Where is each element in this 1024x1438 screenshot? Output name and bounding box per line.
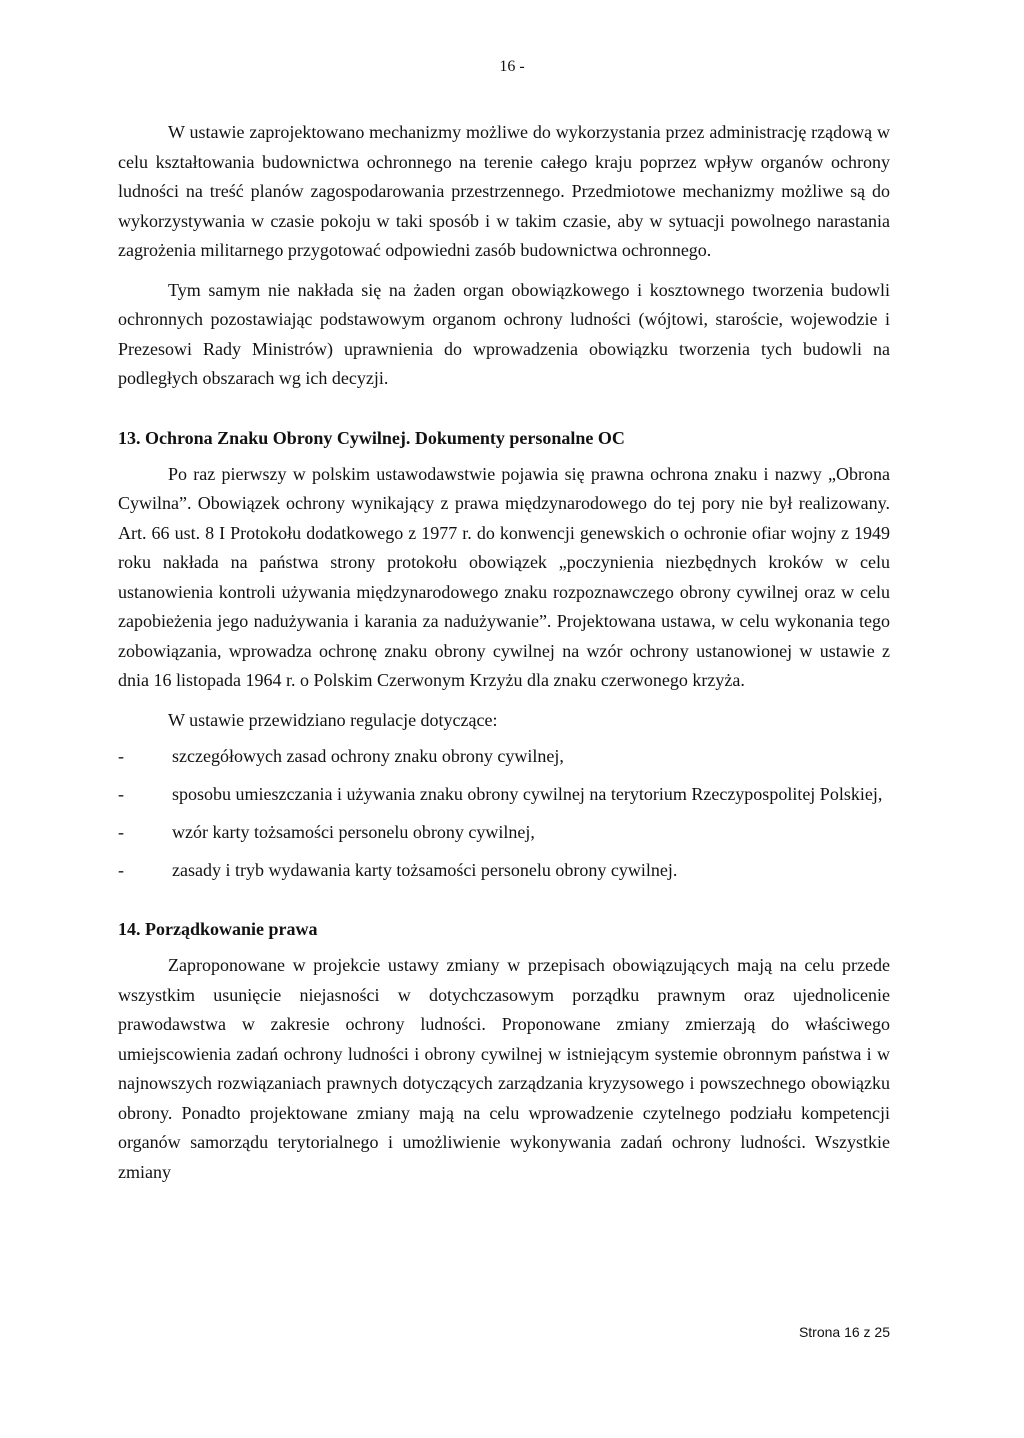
dash-marker: - (118, 746, 124, 766)
list-item-text: szczegółowych zasad ochrony znaku obrony cywilnej, (172, 746, 564, 766)
section-14-heading: 14. Porządkowanie prawa (118, 919, 318, 939)
section-13-paragraph: Po raz pierwszy w polskim ustawodawstwie pojawia się prawna ochrona znaku i nazwy „Obrona Cywilna”. Obowiązek ochrony wynikający z prawa międzynarodowego do tej pory nie był realizowany. Art. 66 ust. 8 I Protokołu dodatkowego z 1977 r. do konwencji genewskich o ochronie ofiar wojny z 1949 roku nakłada na państwa strony protokołu obowiązek „poczynienia niezbędnych kroków w celu ustanowienia kontroli używania międzynarodowego znaku rozpoznawczego obrony cywilnej oraz w celu zapobieżenia jego nadużywania i karania za nadużywanie”. Projektowana ustawa, w celu wykonania tego zobowiązania, wprowadza ochronę znaku obrony cywilnej na wzór ochrony ustanowionej w ustawie z dnia 16 listopada 1964 r. o Polskim Czerwonym Krzyżu dla znaku czerwonego krzyża. (118, 463, 890, 690)
list-item (118, 741, 890, 771)
list-item-text: zasady i tryb wydawania karty tożsamości personelu obrony cywilnej. (172, 860, 678, 880)
section-14-paragraph: Zaproponowane w projekcie ustawy zmiany w przepisach obowiązujących mają na celu przede wszystkim usunięcie niejasności w dotychczasowym porządku prawnym oraz ujednolicenie prawodawstwa w zakresie ochrony ludności. Proponowane zmiany zmierzają do właściwego umiejscowienia zadań ochrony ludności i obrony cywilnej w istniejącym systemie obronnym państwa i w najnowszych rozwiązaniach prawnych dotyczących zarządzania kryzysowego i powszechnego obowiązku obrony. Ponadto projektowane zmiany mają na celu wprowadzenie czytelnego podziału kompetencji organów samorządu terytorialnego i umożliwienie wykonywania zadań ochrony ludności. Wszystkie zmiany (118, 955, 890, 1182)
dash-marker: - (118, 860, 124, 880)
dash-marker: - (118, 784, 124, 804)
page-footer: Strona 16 z 25 (798, 1324, 890, 1340)
list-item (118, 817, 890, 847)
intro-paragraph-1: W ustawie zaprojektowano mechanizmy możliwe do wykorzystania przez administrację rządową w celu kształtowania budownictwa ochronnego na terenie całego kraju poprzez wpływ organów ochrony ludności na treść planów zagospodarowania przestrzennego. Przedmiotowe mechanizmy możliwe są do wykorzystywania w czasie pokoju w taki sposób i w takim czasie, aby w sytuacji powolnego narastania zagrożenia militarnego przygotować odpowiedni zasób budownictwa ochronnego. (118, 122, 890, 260)
list-item (118, 855, 890, 885)
list-item (118, 779, 890, 809)
section-13-heading: 13. Ochrona Znaku Obrony Cywilnej. Dokumenty personalne OC (118, 427, 625, 448)
regulations-list (118, 741, 890, 885)
page-content (118, 118, 890, 1187)
dash-marker: - (118, 822, 124, 842)
intro-paragraph-2: Tym samym nie nakłada się na żaden organ obowiązkowego i kosztownego tworzenia budowli ochronnych pozostawiając podstawowym organom ochrony ludności (wójtowi, staroście, wojewodzie i Prezesowi Rady Ministrów) uprawnienia do wprowadzenia obowiązku tworzenia tych budowli na podległych obszarach wg ich decyzji. (118, 279, 890, 388)
page-number: 16 - (499, 58, 525, 75)
list-item-text: wzór karty tożsamości personelu obrony cywilnej, (172, 822, 535, 842)
list-item-text: sposobu umieszczania i używania znaku obrony cywilnej na terytorium Rzeczypospolitej Polskiej, (172, 784, 883, 804)
section-13-list-intro: W ustawie przewidziano regulacje dotyczące: (168, 709, 498, 730)
